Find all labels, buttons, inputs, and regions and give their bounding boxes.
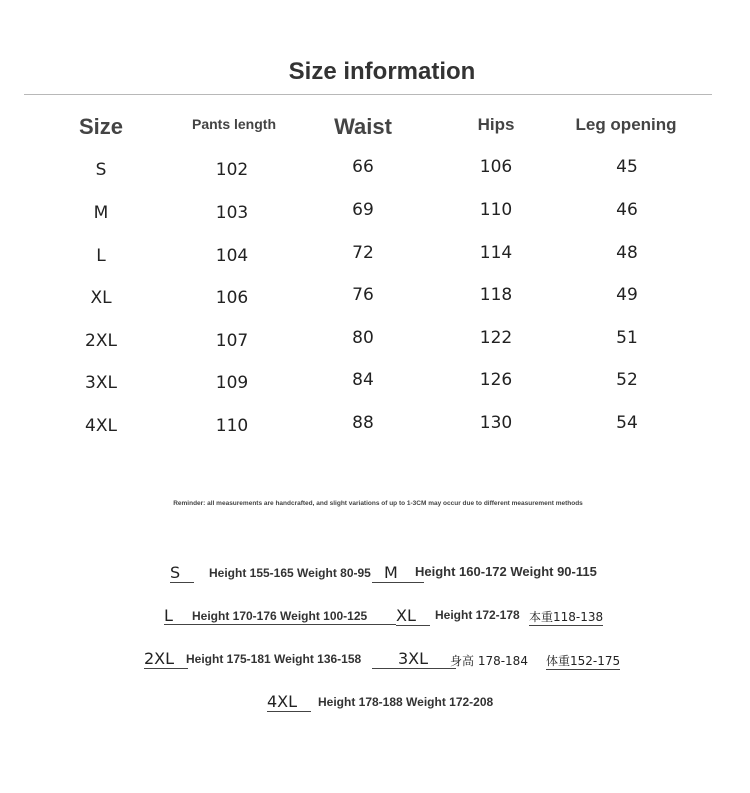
fit-text-l: Height 170-176 Weight 100-125 bbox=[164, 608, 396, 625]
fit-text-xl: Height 172-178 bbox=[435, 608, 520, 622]
cell-waist: 84 bbox=[352, 370, 374, 390]
cell-hips: 122 bbox=[479, 328, 513, 348]
fit-size-4xl: 4XL bbox=[267, 693, 311, 712]
cell-leg-opening: 48 bbox=[616, 243, 638, 263]
cell-leg-opening: 45 bbox=[616, 157, 638, 177]
cell-leg-opening: 52 bbox=[616, 370, 638, 390]
cell-size: XL bbox=[90, 288, 112, 308]
fit-text-2xl: Height 175-181 Weight 136-158 bbox=[186, 652, 362, 666]
cell-hips: 130 bbox=[479, 413, 513, 433]
cell-hips: 110 bbox=[479, 200, 513, 220]
cell-waist: 80 bbox=[352, 328, 374, 348]
cell-waist: 66 bbox=[352, 157, 374, 177]
fit-height-3xl: 身高 178-184 bbox=[450, 654, 528, 668]
fit-size-3xl: 3XL bbox=[372, 650, 456, 669]
cell-hips: 114 bbox=[479, 243, 513, 263]
fit-text-s: Height 155-165 Weight 80-95 bbox=[209, 566, 371, 580]
cell-pants-length: 106 bbox=[215, 288, 249, 308]
cell-size: S bbox=[95, 160, 107, 180]
cell-pants-length: 110 bbox=[215, 416, 249, 436]
title-divider bbox=[24, 94, 712, 95]
cell-leg-opening: 49 bbox=[616, 285, 638, 305]
fit-size-l: L bbox=[164, 606, 173, 625]
fit-weight-3xl: 体重152-175 bbox=[546, 654, 621, 668]
cell-size: 2XL bbox=[85, 331, 117, 351]
cell-size: M bbox=[93, 203, 109, 223]
cell-pants-length: 103 bbox=[215, 203, 249, 223]
fit-weight-xl: 本重118-138 bbox=[529, 610, 604, 624]
cell-hips: 118 bbox=[479, 285, 513, 305]
fit-text-m: Height 160-172 Weight 90-115 bbox=[415, 564, 597, 579]
fit-size-m: M bbox=[372, 564, 424, 583]
cell-pants-length: 109 bbox=[215, 373, 249, 393]
header-size: Size bbox=[78, 114, 124, 139]
header-waist: Waist bbox=[334, 114, 392, 139]
measurement-reminder: Reminder: all measurements are handcrafted, and slight variations of up to 1-3CM may occur due to different measurement methods bbox=[173, 500, 583, 507]
fit-size-xl: XL bbox=[396, 607, 430, 626]
cell-waist: 69 bbox=[352, 200, 374, 220]
cell-leg-opening: 51 bbox=[616, 328, 638, 348]
cell-size: 4XL bbox=[85, 416, 117, 436]
cell-waist: 76 bbox=[352, 285, 374, 305]
cell-waist: 72 bbox=[352, 243, 374, 263]
cell-pants-length: 107 bbox=[215, 331, 249, 351]
cell-hips: 126 bbox=[479, 370, 513, 390]
cell-size: 3XL bbox=[85, 373, 117, 393]
page-title: Size information bbox=[288, 58, 476, 85]
header-hips: Hips bbox=[477, 115, 515, 134]
cell-pants-length: 104 bbox=[215, 246, 249, 266]
cell-hips: 106 bbox=[479, 157, 513, 177]
cell-size: L bbox=[96, 246, 106, 266]
header-leg-opening: Leg opening bbox=[575, 115, 677, 134]
cell-waist: 88 bbox=[352, 413, 374, 433]
fit-text-4xl: Height 178-188 Weight 172-208 bbox=[318, 695, 494, 709]
header-pants-length: Pants length bbox=[191, 116, 277, 132]
fit-size-2xl: 2XL bbox=[144, 650, 188, 669]
cell-pants-length: 102 bbox=[215, 160, 249, 180]
cell-leg-opening: 46 bbox=[616, 200, 638, 220]
fit-size-s: S bbox=[170, 564, 194, 583]
cell-leg-opening: 54 bbox=[616, 413, 638, 433]
